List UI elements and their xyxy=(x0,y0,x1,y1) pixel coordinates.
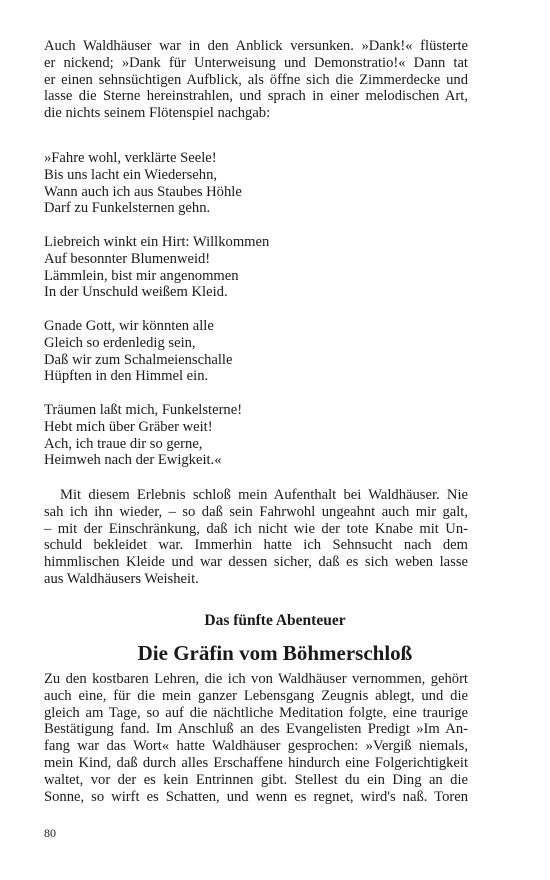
text-line: waltet, vor der es kein Entrinnen gibt. Stellest du ein Ding an die xyxy=(44,771,468,788)
verse-line: Hebt mich über Gräber weit! xyxy=(44,418,213,435)
text-line: – mit der Einschränkung, daß ich nicht wie der tote Knabe mit Un- xyxy=(44,520,468,537)
text-line: fang war das Wort« hatte Waldhäuser gesprochen: »Vergiß niemals, xyxy=(44,738,468,755)
text-line: gleich am Tage, so auf die nächtliche Meditation folgte, eine traurige xyxy=(44,704,468,721)
poem-stanza-1 xyxy=(44,150,468,217)
paragraph-3 xyxy=(44,671,468,805)
text-line: er einen sehnsüchtigen Aufblick, als öffne sich die Zimmerdecke und xyxy=(44,71,468,88)
verse-line: Gleich so erdenledig sein, xyxy=(44,334,196,351)
verse-line: Auf besonnter Blumenweid! xyxy=(44,250,211,267)
text-line: Sonne, so wirft es Schatten, und wenn es regnet, wird's naß. Toren xyxy=(44,788,468,805)
verse-line: Träumen laßt mich, Funkelsterne! xyxy=(44,402,243,418)
text-line: sah ich ihn wieder, – so daß sein Fahrwohl ungeahnt auch mir galt, xyxy=(44,503,468,520)
poem-stanza-2 xyxy=(44,234,468,301)
verse-line: Ach, ich traue dir so gerne, xyxy=(44,435,203,452)
text-line: mein Kind, daß durch alles Erschaffene hindurch eine Folgerichtigkeit xyxy=(44,754,468,771)
verse-line: In der Unschuld weißem Kleid. xyxy=(44,284,228,301)
verse-line: Daß wir zum Schalmeienschalle xyxy=(44,351,233,368)
verse-line: Lämmlein, bist mir angenommen xyxy=(44,267,239,284)
paragraph-1 xyxy=(44,38,468,122)
text-line: er nickend; »Dank für Unterweisung und Demonstratio!« Dann tat xyxy=(44,54,468,71)
text-line: himmlischen Kleide und war dessen sicher, daß es sich weben lasse xyxy=(44,554,468,571)
poem-stanza-4 xyxy=(44,402,468,469)
verse-line: »Fahre wohl, verklärte Seele! xyxy=(44,150,217,166)
verse-line: Hüpften in den Himmel ein. xyxy=(44,368,209,385)
paragraph-2 xyxy=(44,487,468,588)
verse-line: Liebreich winkt ein Hirt: Willkommen xyxy=(44,234,270,250)
chapter-title: Die Gräfin vom Böhmerschloß xyxy=(137,641,413,665)
text-line: Zu den kostbaren Lehren, die ich von Waldhäuser vernommen, gehört xyxy=(44,671,468,687)
page-number: 80 xyxy=(44,826,56,840)
chapter-label: Das fünfte Abenteuer xyxy=(204,612,346,629)
poem-stanza-3 xyxy=(44,318,468,385)
text-line: lasse die Sterne hereinstrahlen, und sprach in einer melodischen Art, xyxy=(44,88,468,105)
text-line: Mit diesem Erlebnis schloß mein Aufenthalt bei Waldhäuser. Nie xyxy=(60,487,468,503)
text-line: auch eine, für die mein ganzer Lebensgang Zeugnis ablegt, und die xyxy=(44,687,468,704)
text-line: schuld bekleidet war. Immerhin hatte ich Sehnsucht nach dem xyxy=(44,537,468,554)
verse-line: Gnade Gott, wir könnten alle xyxy=(44,318,214,334)
text-line: die nichts seinem Flötenspiel nachgab: xyxy=(44,105,271,122)
verse-line: Bis uns lacht ein Wiedersehn, xyxy=(44,166,218,183)
text-line: aus Waldhäusers Weisheit. xyxy=(44,570,199,587)
text-line: Bestätigung fand. Im Anschluß an des Evangelisten Predigt »Im An- xyxy=(44,721,468,738)
verse-line: Darf zu Funkelsternen gehn. xyxy=(44,200,211,217)
text-line: Auch Waldhäuser war in den Anblick versunken. »Dank!« flüsterte xyxy=(44,38,468,54)
verse-line: Wann auch ich aus Staubes Höhle xyxy=(44,183,242,200)
verse-line: Heimweh nach der Ewigkeit.« xyxy=(44,452,222,469)
